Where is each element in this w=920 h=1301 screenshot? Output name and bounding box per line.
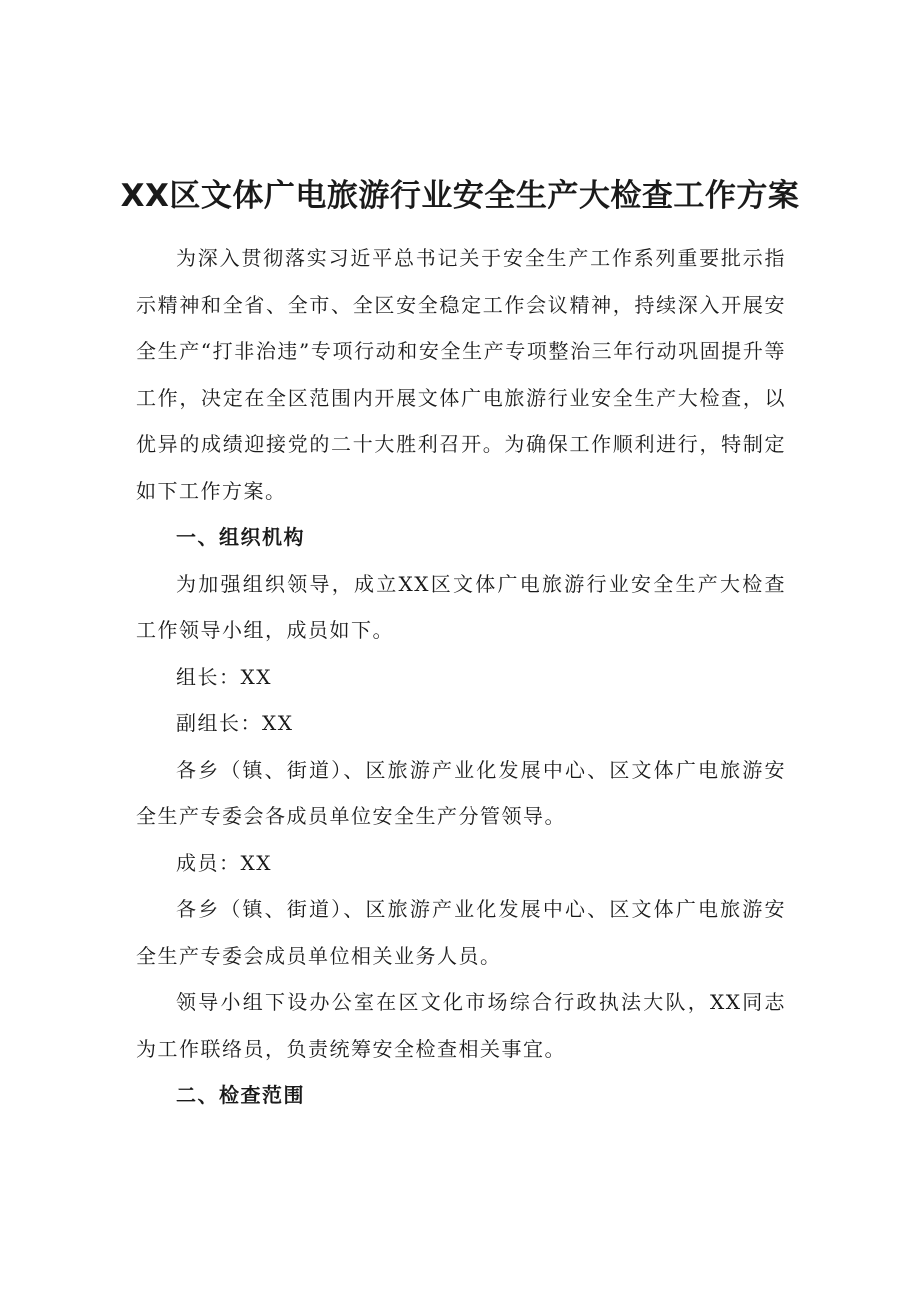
deputy-leader-line: 副组长：XX: [176, 711, 294, 735]
organization-paragraph: 为加强组织领导，成立XX区文体广电旅游行业安全生产大检查工作领导小组，成员如下。: [136, 571, 786, 642]
document-body: [136, 235, 786, 1119]
document-title: XX区文体广电旅游行业安全生产大检查工作方案: [120, 178, 800, 214]
members-description: 各乡（镇、街道）、区旅游产业化发展中心、区文体广电旅游安全生产专委会成员单位相关业务人员。: [136, 897, 786, 968]
section-heading-organization: 一、组织机构: [176, 525, 305, 549]
office-paragraph: 领导小组下设办公室在区文化市场综合行政执法大队，XX同志为工作联络员，负责统筹安全检查相关事宜。: [136, 990, 786, 1061]
deputy-leader-description: 各乡（镇、街道）、区旅游产业化发展中心、区文体广电旅游安全生产专委会各成员单位安全生产分管领导。: [136, 757, 786, 828]
section-heading-scope: 二、检查范围: [176, 1083, 305, 1107]
leader-line: 组长：XX: [176, 664, 272, 689]
intro-paragraph: 为深入贯彻落实习近平总书记关于安全生产工作系列重要批示指示精神和全省、全市、全区安全稳定工作会议精神，持续深入开展安全生产“打非治违”专项行动和安全生产专项整治三年行动巩固提升等工作，决定在全区范围内开展文体广电旅游行业安全生产大检查，以优异的成绩迎接党的二十大胜利召开。为确保工作顺利进行，特制定如下工作方案。: [136, 246, 786, 503]
members-line: 成员：XX: [176, 850, 272, 875]
